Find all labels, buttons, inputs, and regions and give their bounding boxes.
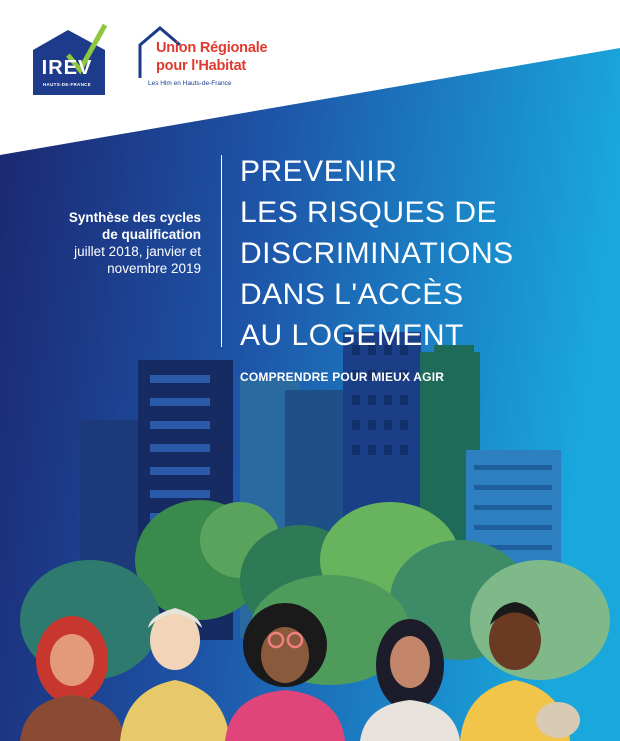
- vertical-divider: [221, 155, 222, 347]
- synthesis-line4: novembre 2019: [107, 261, 201, 276]
- title-line-2: LES RISQUES DE: [240, 196, 498, 229]
- subtitle: COMPRENDRE POUR MIEUX AGIR: [240, 370, 445, 384]
- synthesis-line2: de qualification: [101, 227, 201, 242]
- urh-logo-tagline: Les Hlm en Hauts-de-France: [148, 80, 232, 87]
- urh-logo-title-line1: Union Régionale: [156, 40, 268, 56]
- synthesis-line1: Synthèse des cycles: [68, 210, 201, 225]
- synthesis-line3: juillet 2018, janvier et: [74, 244, 201, 259]
- title-line-5: AU LOGEMENT: [240, 319, 464, 352]
- synthesis-dates: [20, 243, 201, 277]
- title-line-4: DANS L'ACCÈS: [240, 278, 464, 311]
- irev-logo-subtext: HAUTS-DE-FRANCE: [43, 82, 91, 87]
- irev-logo-text: IREV: [41, 57, 93, 79]
- urh-logo-title-line2: pour l'Habitat: [156, 58, 247, 74]
- synthesis-heading: [20, 209, 201, 243]
- title-line-3: DISCRIMINATIONS: [240, 237, 514, 270]
- title-line-1: PREVENIR: [240, 155, 398, 188]
